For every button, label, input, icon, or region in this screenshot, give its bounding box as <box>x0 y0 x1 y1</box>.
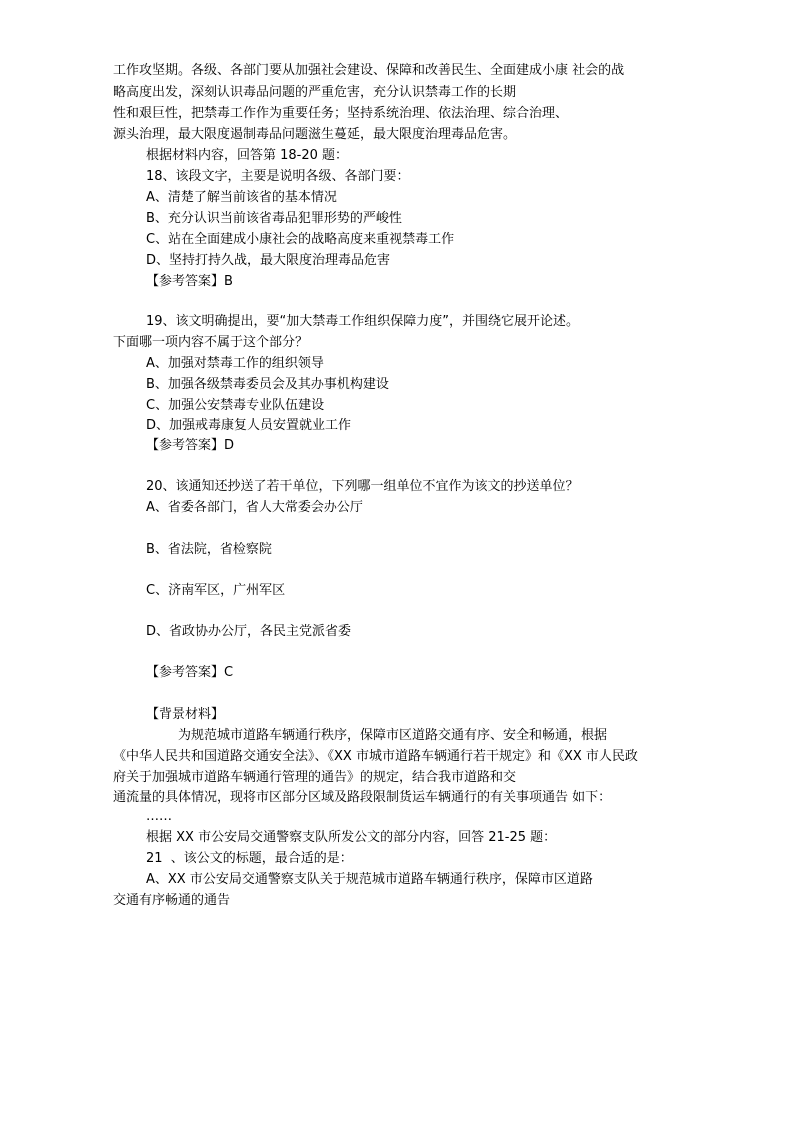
q18-answer: 【参考答案】B <box>146 274 233 289</box>
q19-option-d: D、加强戒毒康复人员安置就业工作 <box>146 418 352 433</box>
q20-answer: 【参考答案】C <box>146 665 234 680</box>
q18-option-b: B、充分认识当前该省毒品犯罪形势的严峻性 <box>146 211 402 226</box>
q18-option-d: D、坚持打持久战，最大限度治理毒品危害 <box>146 253 391 268</box>
q20-option-b: B、省法院，省检察院 <box>146 542 272 557</box>
background-line-3: 府关于加强城市道路车辆通行管理的通告》的规定，结合我市道路和交 <box>113 770 517 785</box>
q20-stem: 20、该通知还抄送了若干单位，下列哪一组单位不宜作为该文的抄送单位？ <box>146 479 579 494</box>
q18-option-a: A、清楚了解当前该省的基本情况 <box>146 190 337 205</box>
q18-stem: 18、该段文字，主要是说明各级、各部门要： <box>146 169 410 184</box>
intro-line-2: 略高度出发，深刻认识毒品问题的严重危害，充分认识禁毒工作的长期 <box>113 85 517 100</box>
q21-stem: 21 、该公文的标题，最合适的是： <box>146 851 353 866</box>
background-heading: 【背景材料】 <box>146 707 225 722</box>
q19-answer: 【参考答案】D <box>146 438 235 453</box>
q18-option-c: C、站在全面建成小康社会的战略高度来重视禁毒工作 <box>146 232 455 247</box>
q19-option-b: B、加强各级禁毒委员会及其办事机构建设 <box>146 377 389 392</box>
q20-option-c: C、济南军区，广州军区 <box>146 583 286 598</box>
q19-stem-line-1: 19、该文明确提出，要“加大禁毒工作组织保障力度”，并围绕它展开论述。 <box>146 314 580 329</box>
q19-option-c: C、加强公安禁毒专业队伍建设 <box>146 398 325 413</box>
q20-option-a: A、省委各部门，省人大常委会办公厅 <box>146 500 363 515</box>
intro-line-1: 工作攻坚期。各级、各部门要从加强社会建设、保障和改善民生、全面建成小康 社会的战 <box>113 63 625 78</box>
intro-line-4: 源头治理，最大限度遏制毒品问题滋生蔓延，最大限度治理毒品危害。 <box>113 127 517 142</box>
background-line-1: 为规范城市道路车辆通行秩序，保障市区道路交通有序、安全和畅通，根据 <box>178 728 608 743</box>
background-line-4: 通流量的具体情况，现将市区部分区域及路段限制货运车辆通行的有关事项通告 如下： <box>113 790 612 805</box>
q21-option-a-line-2: 交通有序畅通的通告 <box>113 893 231 908</box>
background-line-2: 《中华人民共和国道路交通安全法》、《XX 市城市道路车辆通行若干规定》和《XX 市人民政 <box>113 749 638 764</box>
prompt-21-25: 根据 XX 市公安局交通警察支队所发公文的部分内容，回答 21-25 题： <box>146 830 557 845</box>
prompt-18-20: 根据材料内容，回答第 18-20 题： <box>146 148 349 163</box>
intro-line-3: 性和艰巨性，把禁毒工作作为重要任务；坚持系统治理、依法治理、综合治理、 <box>113 106 569 121</box>
q20-option-d: D、省政协办公厅，各民主党派省委 <box>146 624 352 639</box>
background-ellipsis: …… <box>146 809 172 824</box>
q21-option-a-line-1: A、XX 市公安局交通警察支队关于规范城市道路车辆通行秩序，保障市区道路 <box>146 872 593 887</box>
q19-option-a: A、加强对禁毒工作的组织领导 <box>146 356 324 371</box>
q19-stem-line-2: 下面哪一项内容不属于这个部分？ <box>113 335 309 350</box>
